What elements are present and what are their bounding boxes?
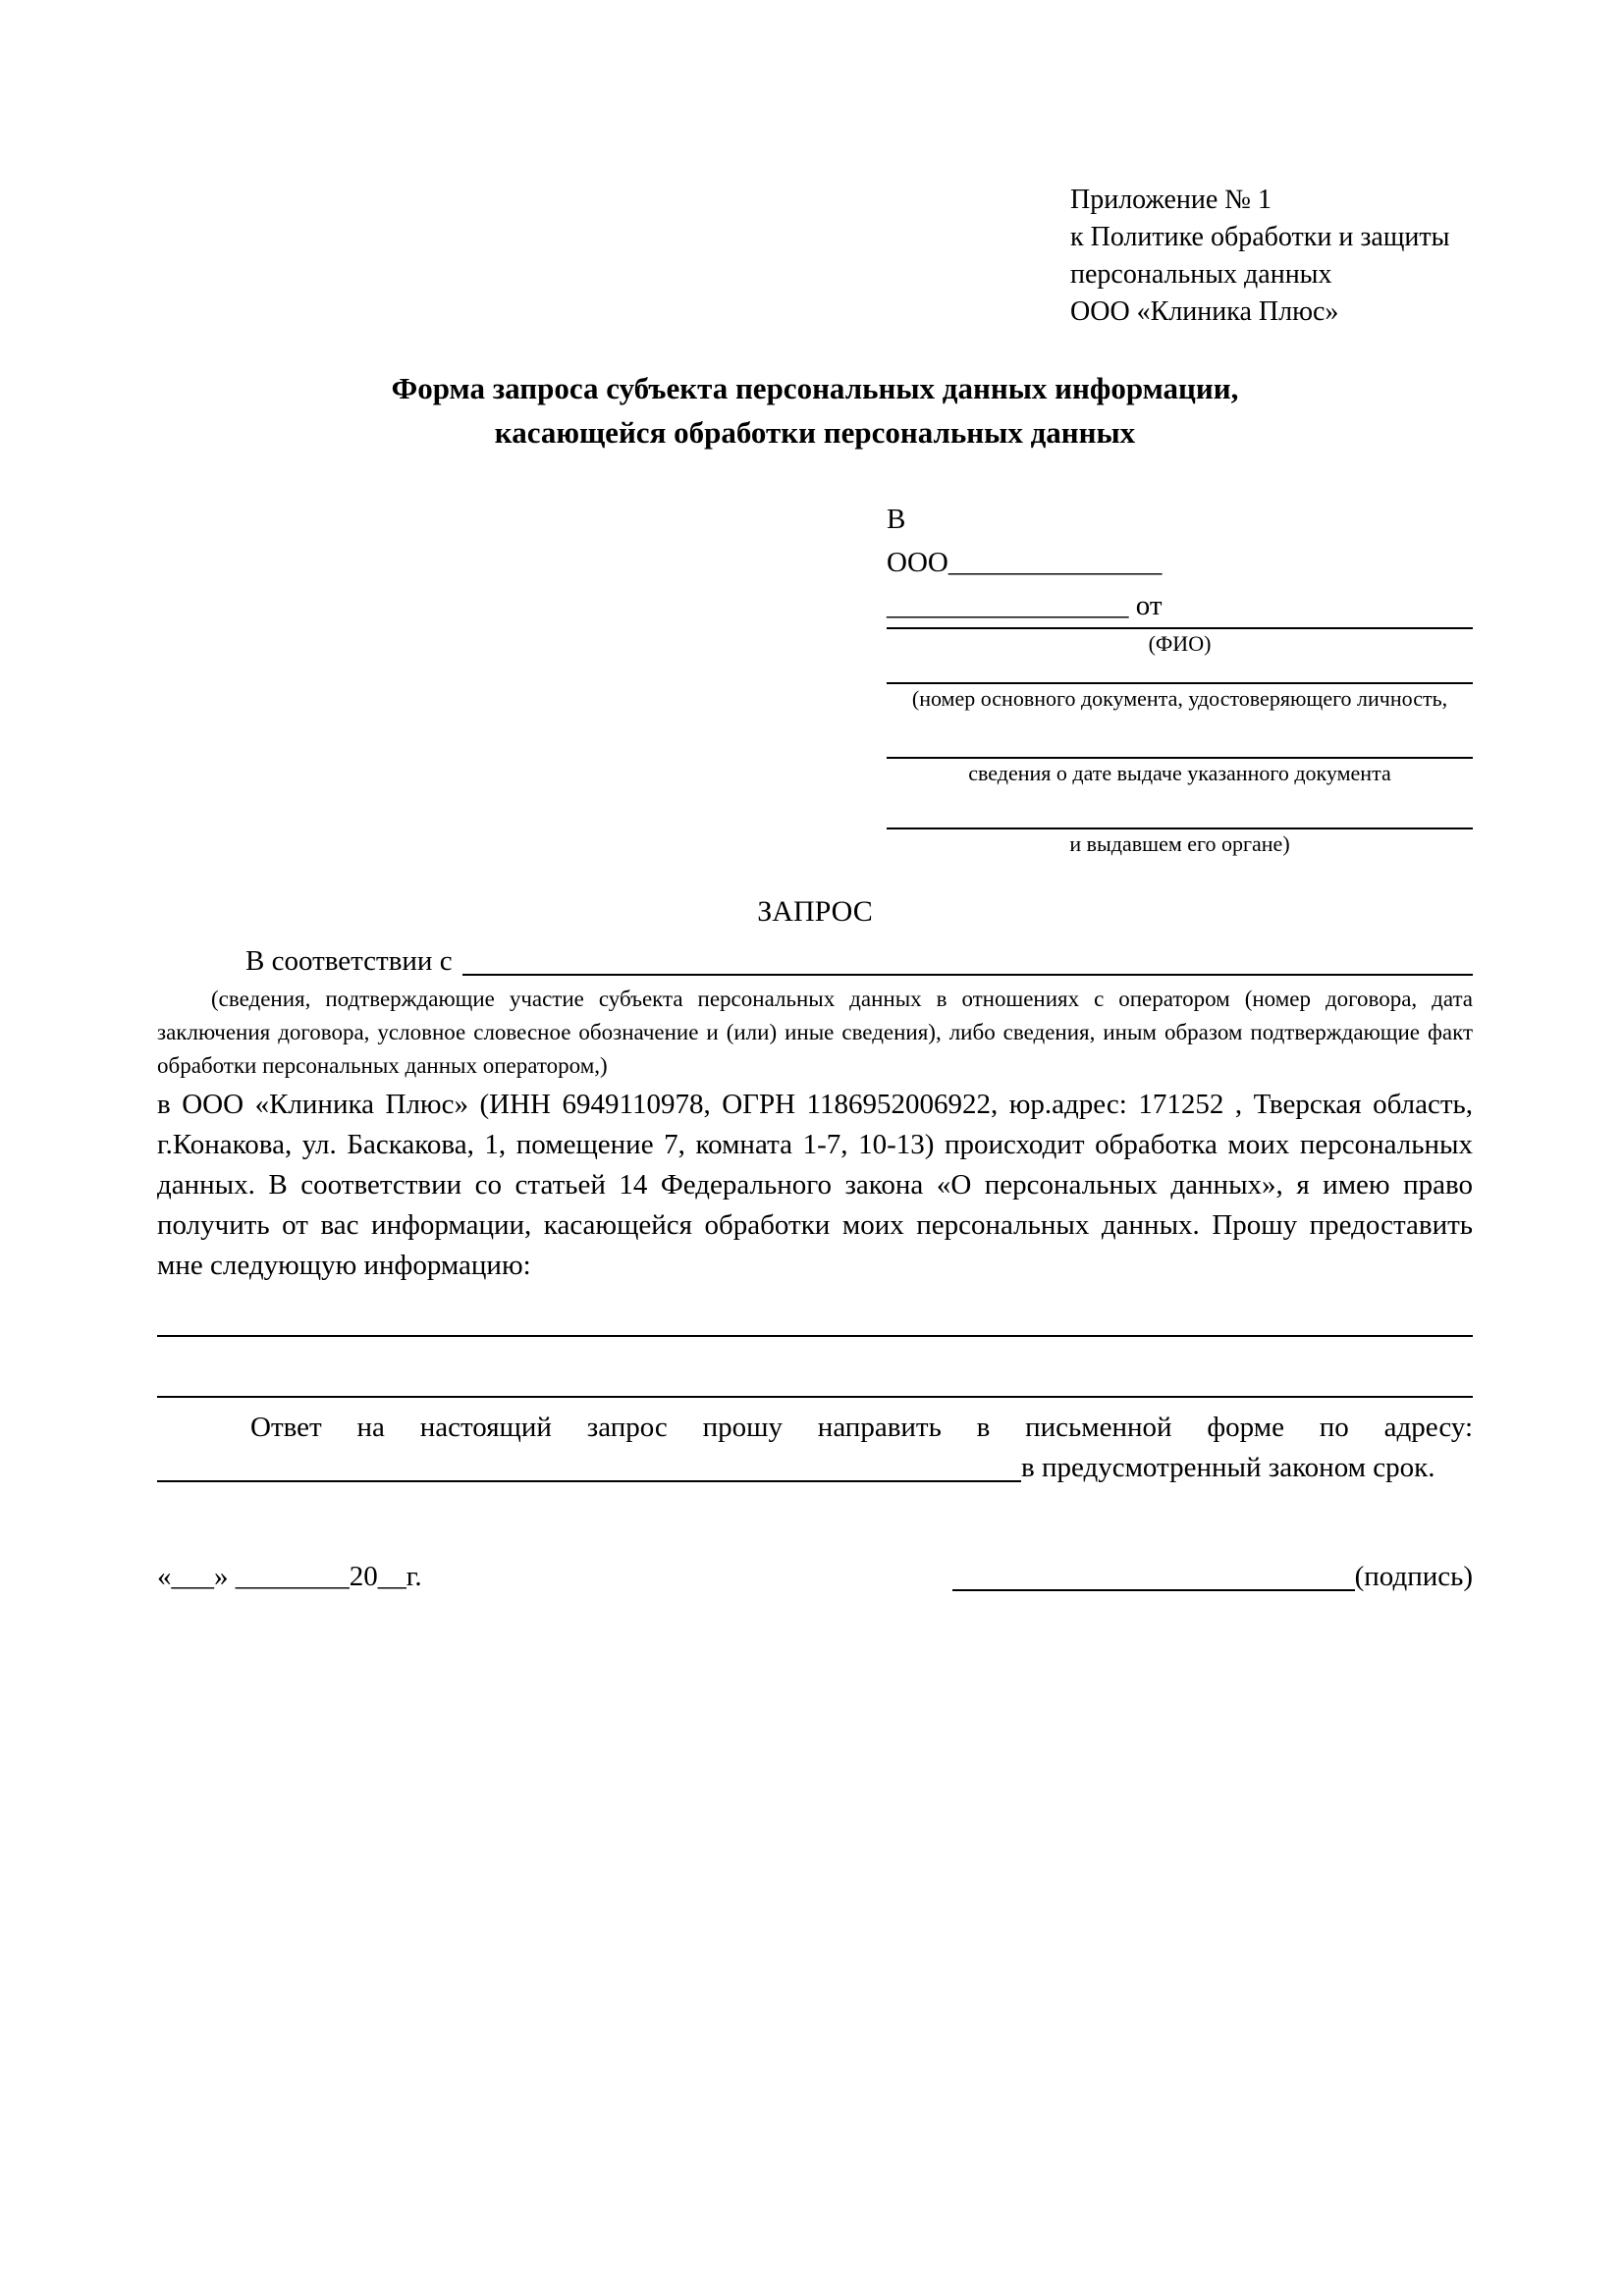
appendix-header-line-1: Приложение № 1: [1070, 185, 1272, 215]
reply-instruction-line: Ответ на настоящий запрос прошу направить в письменной форме по адресу:: [250, 1412, 1473, 1443]
footer-row: [157, 1557, 1473, 1597]
fio-caption: (ФИО): [1148, 631, 1212, 656]
addressee-from-blank: _________________: [887, 590, 1129, 621]
addressee-from-line: [887, 584, 1473, 627]
appendix-header-line-3: персональных данных: [1070, 259, 1332, 290]
appendix-header-line-4: ООО «Клиника Плюс»: [1070, 296, 1339, 327]
document-title-line-2: касающейся обработки персональных данных: [494, 415, 1136, 450]
signature-caption: (подпись): [1354, 1561, 1473, 1592]
accordance-line: [157, 939, 1473, 983]
doc-date-caption: сведения о дате выдаче указанного документа: [968, 761, 1391, 785]
info-blank-line-2: [157, 1396, 1473, 1398]
reply-address-line: [157, 1448, 1473, 1488]
appendix-header-line-2: к Политике обработки и защиты: [1070, 222, 1450, 252]
request-body-paragraph: в ООО «Клиника Плюс» (ИНН 6949110978, ОГРН 1186952006922, юр.адрес: 171252 , Тверская область, г.Конакова, ул. Баскакова, 1, помещение 7, комната 1-7, 10-13) происходит обработка моих персональных данных. В соответствии со статьей 14 Федерального закона «О персональных данных», я имею право получить от вас информации, касающейся обработки моих персональных данных. Прошу предоставить мне следующую информацию:: [157, 1089, 1473, 1281]
doc-issuer-caption: и выдавшем его органе): [1069, 831, 1290, 856]
addressee-ooo-blank: ООО_______________: [887, 547, 1163, 578]
accordance-blank-line: [462, 939, 1473, 976]
appendix-header: [1070, 182, 1473, 331]
document-title: [157, 366, 1473, 454]
info-blank-line-1: [157, 1335, 1473, 1337]
addressee-to-label: В: [887, 504, 906, 535]
doc-number-caption: (номер основного документа, удостоверяющего личность,: [911, 686, 1448, 711]
date-blank-line: «___» ________20__г.: [157, 1561, 422, 1592]
addressee-from-label: от: [1128, 590, 1163, 621]
document-content: [157, 182, 1473, 1597]
request-heading: ЗАПРОС: [757, 895, 873, 928]
reply-deadline-text: в предусмотренный законом срок.: [1021, 1452, 1435, 1483]
document-title-line-1: Форма запроса субъекта персональных данных информации,: [391, 371, 1239, 405]
addressee-block: [887, 498, 1473, 857]
reply-address-blank-line: [157, 1448, 1021, 1482]
signature-group: [952, 1557, 1473, 1597]
accordance-caption: (сведения, подтверждающие участие субъекта персональных данных в отношениях с оператором (номер договора, дата заключения договора, условное словесное обозначение и (или) иные сведения), либо сведения, иным образом подтверждающие факт обработки персональных данных оператором,): [157, 987, 1473, 1078]
signature-blank-line: [952, 1589, 1355, 1591]
accordance-label: В соответствии с: [245, 945, 453, 977]
